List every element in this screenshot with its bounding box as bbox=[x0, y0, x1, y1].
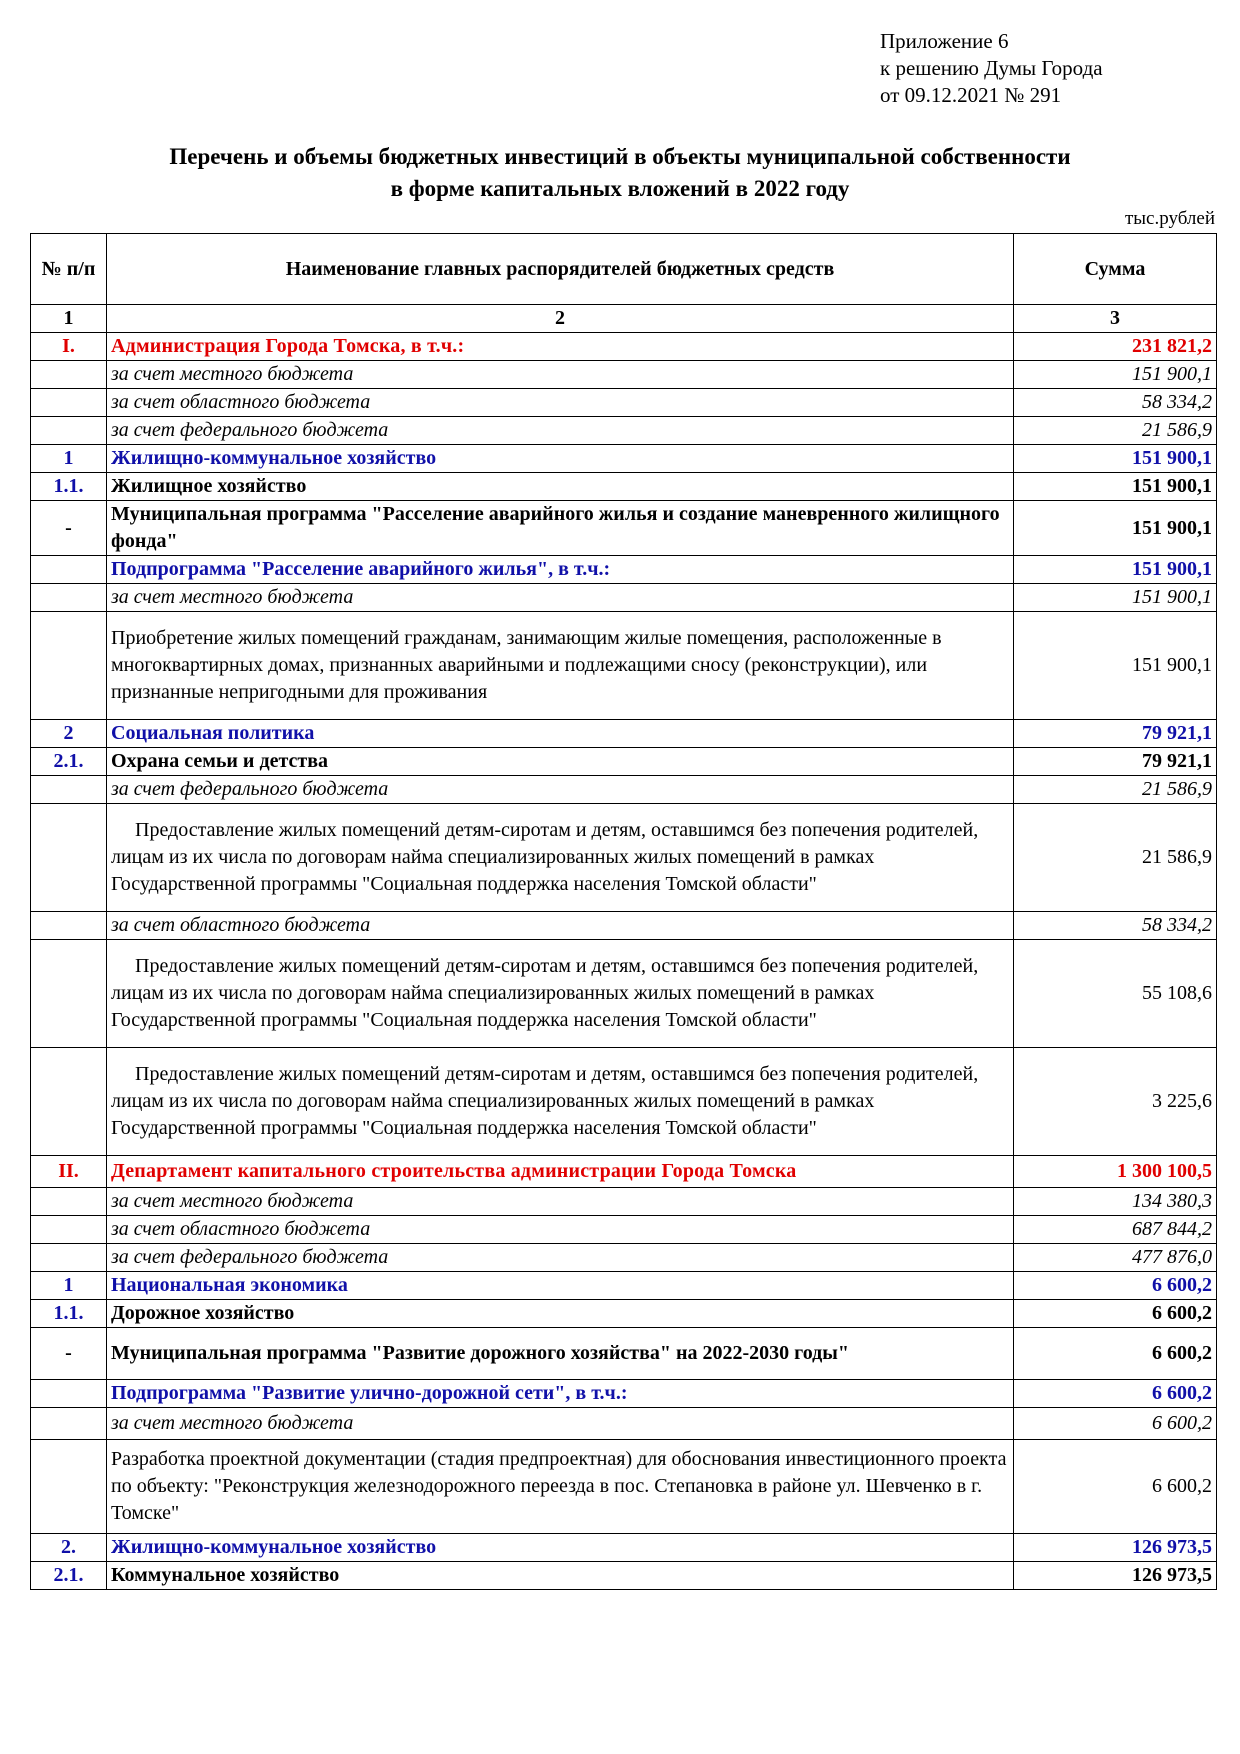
row-sum: 126 973,5 bbox=[1014, 1562, 1217, 1590]
row-sum: 21 586,9 bbox=[1014, 804, 1217, 912]
row-sum: 126 973,5 bbox=[1014, 1534, 1217, 1562]
row-name: за счет областного бюджета bbox=[107, 912, 1014, 940]
column-number-1: 1 bbox=[31, 305, 107, 333]
budget-table bbox=[30, 233, 1217, 1590]
row-sum: 6 600,2 bbox=[1014, 1300, 1217, 1328]
title-line-1: Перечень и объемы бюджетных инвестиций в объекты муниципальной собственности bbox=[169, 144, 1071, 169]
row-sum: 79 921,1 bbox=[1014, 720, 1217, 748]
row-name: Департамент капитального строительства администрации Города Томска bbox=[107, 1156, 1014, 1188]
row-name: Муниципальная программа "Развитие дорожного хозяйства" на 2022-2030 годы" bbox=[107, 1328, 1014, 1380]
row-number bbox=[31, 1188, 107, 1216]
units-label: тыс.рублей bbox=[1124, 208, 1215, 229]
row-name: Жилищное хозяйство bbox=[107, 473, 1014, 501]
table-row bbox=[31, 1534, 1217, 1562]
table-row bbox=[31, 1408, 1217, 1440]
table-row bbox=[31, 1300, 1217, 1328]
row-number bbox=[31, 361, 107, 389]
row-sum: 58 334,2 bbox=[1014, 389, 1217, 417]
appendix-line-1: Приложение 6 bbox=[880, 29, 1009, 53]
table-row bbox=[31, 417, 1217, 445]
table-row bbox=[31, 445, 1217, 473]
row-sum: 6 600,2 bbox=[1014, 1408, 1217, 1440]
row-sum: 55 108,6 bbox=[1014, 940, 1217, 1048]
row-name: за счет местного бюджета bbox=[107, 361, 1014, 389]
row-name: Национальная экономика bbox=[107, 1272, 1014, 1300]
row-name: Жилищно-коммунальное хозяйство bbox=[107, 445, 1014, 473]
row-number bbox=[31, 612, 107, 720]
table-row bbox=[31, 804, 1217, 912]
row-name: Предоставление жилых помещений детям-сиротам и детям, оставшимся без попечения родителей, лицам из их числа по договорам найма специализированных жилых помещений в рамках Государственной программы "Социальная поддержка населения Томской области" bbox=[107, 940, 1014, 1048]
row-sum: 151 900,1 bbox=[1014, 584, 1217, 612]
row-name: Администрация Города Томска, в т.ч.: bbox=[107, 333, 1014, 361]
row-sum: 6 600,2 bbox=[1014, 1380, 1217, 1408]
row-name: за счет местного бюджета bbox=[107, 1408, 1014, 1440]
row-number bbox=[31, 584, 107, 612]
row-number: - bbox=[31, 1328, 107, 1380]
row-sum: 151 900,1 bbox=[1014, 361, 1217, 389]
row-name: Муниципальная программа "Расселение аварийного жилья и создание маневренного жилищного фонда" bbox=[107, 501, 1014, 556]
row-number: 1.1. bbox=[31, 473, 107, 501]
table-row bbox=[31, 720, 1217, 748]
row-number bbox=[31, 804, 107, 912]
row-number: 2.1. bbox=[31, 748, 107, 776]
table-row bbox=[31, 912, 1217, 940]
row-number: - bbox=[31, 501, 107, 556]
table-row bbox=[31, 940, 1217, 1048]
header-num: № п/п bbox=[31, 234, 107, 305]
row-number bbox=[31, 940, 107, 1048]
column-number-3: 3 bbox=[1014, 305, 1217, 333]
table-row bbox=[31, 776, 1217, 804]
row-number bbox=[31, 912, 107, 940]
row-number bbox=[31, 389, 107, 417]
header-sum: Сумма bbox=[1014, 234, 1217, 305]
title-line-2: в форме капитальных вложений в 2022 году bbox=[390, 176, 850, 201]
row-number bbox=[31, 556, 107, 584]
row-number: 2 bbox=[31, 720, 107, 748]
row-number: 2.1. bbox=[31, 1562, 107, 1590]
table-row bbox=[31, 584, 1217, 612]
table-row bbox=[31, 1272, 1217, 1300]
column-number-row bbox=[31, 305, 1217, 333]
appendix-note bbox=[880, 28, 1103, 109]
row-sum: 58 334,2 bbox=[1014, 912, 1217, 940]
row-name: Социальная политика bbox=[107, 720, 1014, 748]
table-row bbox=[31, 1188, 1217, 1216]
row-name: за счет местного бюджета bbox=[107, 584, 1014, 612]
row-name: за счет федерального бюджета bbox=[107, 776, 1014, 804]
row-number: 2. bbox=[31, 1534, 107, 1562]
row-name: за счет местного бюджета bbox=[107, 1188, 1014, 1216]
table-row bbox=[31, 333, 1217, 361]
table-row bbox=[31, 1244, 1217, 1272]
row-name: за счет федерального бюджета bbox=[107, 1244, 1014, 1272]
table-row bbox=[31, 1328, 1217, 1380]
row-sum: 151 900,1 bbox=[1014, 445, 1217, 473]
header-row bbox=[31, 234, 1217, 305]
row-sum: 6 600,2 bbox=[1014, 1440, 1217, 1534]
table-row bbox=[31, 1380, 1217, 1408]
row-sum: 6 600,2 bbox=[1014, 1272, 1217, 1300]
table-row bbox=[31, 361, 1217, 389]
appendix-line-2: к решению Думы Города bbox=[880, 56, 1103, 80]
row-number bbox=[31, 1380, 107, 1408]
row-number bbox=[31, 1440, 107, 1534]
table-row bbox=[31, 1156, 1217, 1188]
row-number: 1 bbox=[31, 1272, 107, 1300]
row-name: за счет федерального бюджета bbox=[107, 417, 1014, 445]
row-sum: 151 900,1 bbox=[1014, 612, 1217, 720]
row-sum: 687 844,2 bbox=[1014, 1216, 1217, 1244]
row-name: за счет областного бюджета bbox=[107, 389, 1014, 417]
row-name: Дорожное хозяйство bbox=[107, 1300, 1014, 1328]
header-name: Наименование главных распорядителей бюджетных средств bbox=[107, 234, 1014, 305]
row-name: Коммунальное хозяйство bbox=[107, 1562, 1014, 1590]
row-sum: 231 821,2 bbox=[1014, 333, 1217, 361]
row-sum: 79 921,1 bbox=[1014, 748, 1217, 776]
table-row bbox=[31, 1048, 1217, 1156]
row-number bbox=[31, 1244, 107, 1272]
row-sum: 151 900,1 bbox=[1014, 473, 1217, 501]
row-name: Предоставление жилых помещений детям-сиротам и детям, оставшимся без попечения родителей, лицам из их числа по договорам найма специализированных жилых помещений в рамках Государственной программы "Социальная поддержка населения Томской области" bbox=[107, 1048, 1014, 1156]
row-number bbox=[31, 776, 107, 804]
row-name: Предоставление жилых помещений детям-сиротам и детям, оставшимся без попечения родителей, лицам из их числа по договорам найма специализированных жилых помещений в рамках Государственной программы "Социальная поддержка населения Томской области" bbox=[107, 804, 1014, 912]
table-row bbox=[31, 389, 1217, 417]
row-name: Охрана семьи и детства bbox=[107, 748, 1014, 776]
row-sum: 6 600,2 bbox=[1014, 1328, 1217, 1380]
table-row bbox=[31, 1440, 1217, 1534]
row-sum: 151 900,1 bbox=[1014, 556, 1217, 584]
row-name: Подпрограмма "Расселение аварийного жилья", в т.ч.: bbox=[107, 556, 1014, 584]
row-sum: 1 300 100,5 bbox=[1014, 1156, 1217, 1188]
appendix-line-3: от 09.12.2021 № 291 bbox=[880, 83, 1062, 107]
row-number bbox=[31, 1216, 107, 1244]
row-sum: 21 586,9 bbox=[1014, 417, 1217, 445]
document-title bbox=[0, 141, 1240, 205]
table-row bbox=[31, 501, 1217, 556]
row-sum: 151 900,1 bbox=[1014, 501, 1217, 556]
row-name: Подпрограмма "Развитие улично-дорожной сети", в т.ч.: bbox=[107, 1380, 1014, 1408]
row-sum: 477 876,0 bbox=[1014, 1244, 1217, 1272]
row-number: II. bbox=[31, 1156, 107, 1188]
row-name: Жилищно-коммунальное хозяйство bbox=[107, 1534, 1014, 1562]
row-number: I. bbox=[31, 333, 107, 361]
table-row bbox=[31, 556, 1217, 584]
row-number bbox=[31, 417, 107, 445]
table-row bbox=[31, 1216, 1217, 1244]
row-number bbox=[31, 1048, 107, 1156]
table-row bbox=[31, 473, 1217, 501]
row-name: Приобретение жилых помещений гражданам, занимающим жилые помещения, расположенные в многоквартирных домах, признанных аварийными и подлежащими сносу (реконструкции), или признанные непригодными для проживания bbox=[107, 612, 1014, 720]
table-row bbox=[31, 748, 1217, 776]
row-sum: 3 225,6 bbox=[1014, 1048, 1217, 1156]
row-number bbox=[31, 1408, 107, 1440]
row-sum: 134 380,3 bbox=[1014, 1188, 1217, 1216]
row-name: Разработка проектной документации (стадия предпроектная) для обоснования инвестиционного проекта по объекту: "Реконструкция железнодорожного переезда в пос. Степановка в районе ул. Шевченко в г. Томске" bbox=[107, 1440, 1014, 1534]
row-number: 1 bbox=[31, 445, 107, 473]
row-sum: 21 586,9 bbox=[1014, 776, 1217, 804]
column-number-2: 2 bbox=[107, 305, 1014, 333]
row-name: за счет областного бюджета bbox=[107, 1216, 1014, 1244]
table-row bbox=[31, 612, 1217, 720]
table-row bbox=[31, 1562, 1217, 1590]
row-number: 1.1. bbox=[31, 1300, 107, 1328]
